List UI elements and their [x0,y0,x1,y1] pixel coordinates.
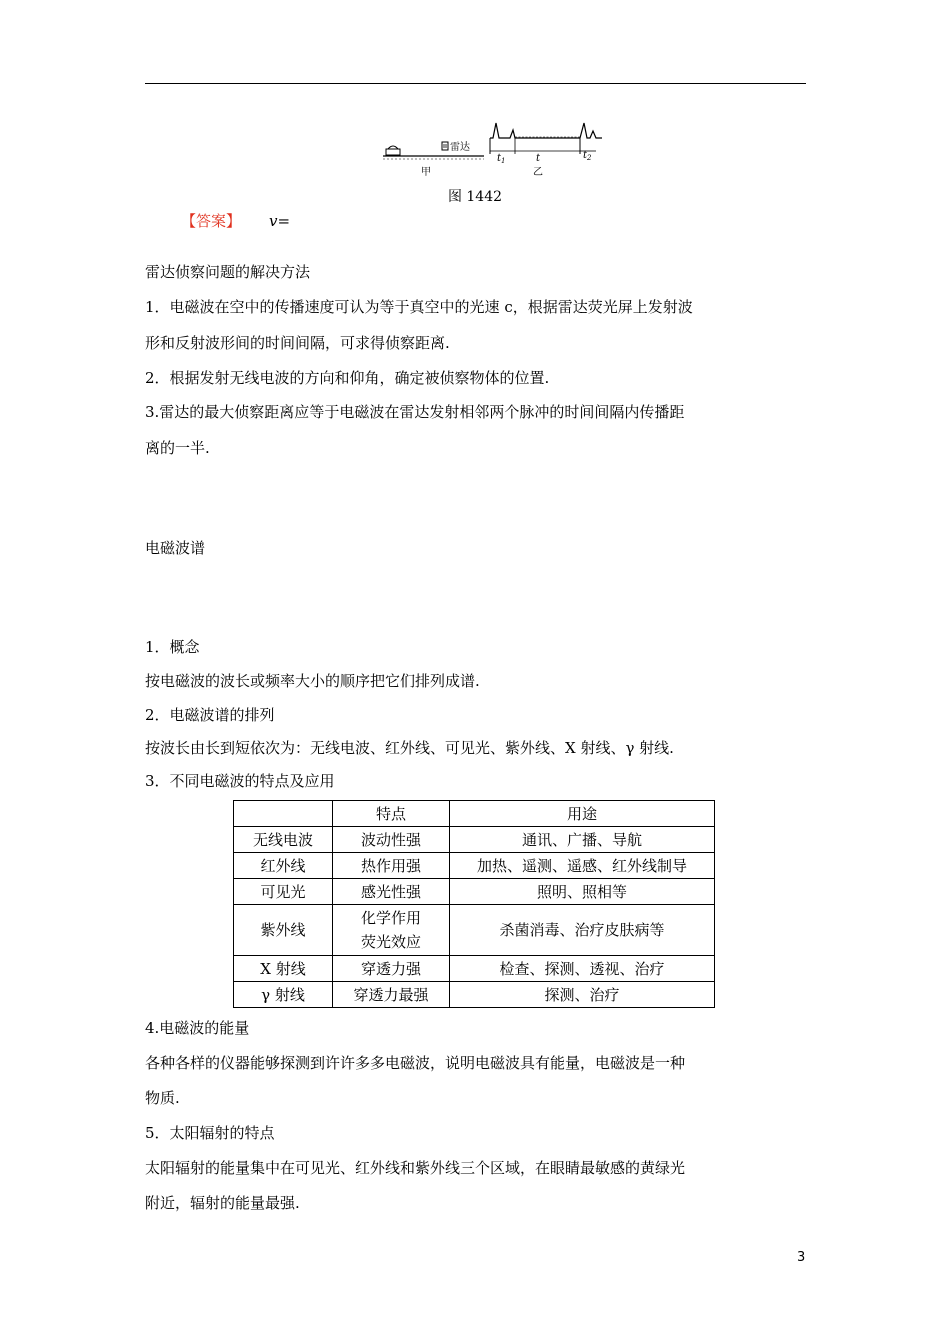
label-t2: $t_2$ [583,150,592,162]
table-cell-feature: 穿透力强 [333,956,450,982]
table-cell-feature: 感光性强 [333,879,450,905]
table-header-cell: 用途 [450,801,715,827]
feature-line-2: 荧光效应 [360,933,421,951]
table-cell-feature: 热作用强 [333,853,450,879]
table-cell-use: 杀菌消毒、治疗皮肤病等 [450,905,715,956]
section-4-heading: 4.电磁波的能量 [145,1019,250,1037]
table-cell-use: 通讯、广播、导航 [450,827,715,853]
table-header-cell [234,801,333,827]
table-cell-name: 紫外线 [234,905,333,956]
table-cell-name: γ 射线 [234,982,333,1008]
section-1-body: 按电磁波的波长或频率大小的顺序把它们排列成谱. [145,672,480,690]
method-title: 雷达侦察问题的解决方法 [145,263,311,281]
section-5-body-b: 附近，辐射的能量最强. [145,1194,300,1212]
table-cell-feature: 波动性强 [333,827,450,853]
label-jia: 甲 [421,167,431,178]
table-cell-use: 检查、探测、透视、治疗 [450,956,715,982]
spectrum-table [233,800,715,1008]
table-row [234,827,715,853]
label-t: t [536,153,541,164]
radar-label: 雷达 [450,142,470,153]
table-cell-use: 照明、照相等 [450,879,715,905]
table-cell-use: 探测、治疗 [450,982,715,1008]
section-2-heading: 2．电磁波谱的排列 [145,706,275,724]
label-yi: 乙 [533,167,543,178]
method-3b: 离的一半. [145,439,210,457]
section-4-body-a: 各种各样的仪器能够探测到许许多多电磁波，说明电磁波具有能量，电磁波是一种 [145,1054,686,1072]
method-2: 2．根据发射无线电波的方向和仰角，确定被侦察物体的位置. [145,369,550,387]
answer-label: 【答案】 [181,212,242,230]
table-cell-name: 无线电波 [234,827,333,853]
table-row [234,956,715,982]
section-4-body-b: 物质. [145,1089,180,1107]
table-row [234,853,715,879]
table-cell-name: 可见光 [234,879,333,905]
table-cell-name: 红外线 [234,853,333,879]
table-row [234,905,715,956]
section-1-heading: 1．概念 [145,638,200,656]
feature-line-1: 化学作用 [360,909,421,927]
table-header-row [234,801,715,827]
figure-jia [383,140,484,178]
table-header-cell: 特点 [333,801,450,827]
figure-caption: 图 1442 [447,189,503,205]
spectrum-title: 电磁波谱 [145,539,206,557]
table-cell-feature: 穿透力最强 [333,982,450,1008]
table-cell-feature [333,905,450,956]
method-1a: 1．电磁波在空中的传播速度可认为等于真空中的光速 c，根据雷达荧光屏上发射波 [145,298,693,316]
table-row [234,982,715,1008]
method-3a: 3.雷达的最大侦察距离应等于电磁波在雷达发射相邻两个脉冲的时间间隔内传播距 [145,403,685,421]
page-number: 3 [797,1250,806,1265]
radar-figure [380,118,610,180]
header-rule [145,83,806,84]
section-5-body-a: 太阳辐射的能量集中在可见光、红外线和紫外线三个区域，在眼睛最敏感的黄绿光 [145,1159,686,1177]
section-3-heading: 3．不同电磁波的特点及应用 [145,772,335,790]
table-cell-use: 加热、遥测、遥感、红外线制导 [450,853,715,879]
table-row [234,879,715,905]
figure-yi [490,123,602,178]
label-t1: $t_1$ [497,153,506,165]
section-2-body: 按波长由长到短依次为：无线电波、红外线、可见光、紫外线、X 射线、γ 射线. [145,739,674,757]
answer-line [181,210,290,231]
answer-value: v= [269,212,291,230]
method-1b: 形和反射波形间的时间间隔，可求得侦察距离. [145,334,450,352]
section-5-heading: 5．太阳辐射的特点 [145,1124,275,1142]
table-cell-name: X 射线 [234,956,333,982]
